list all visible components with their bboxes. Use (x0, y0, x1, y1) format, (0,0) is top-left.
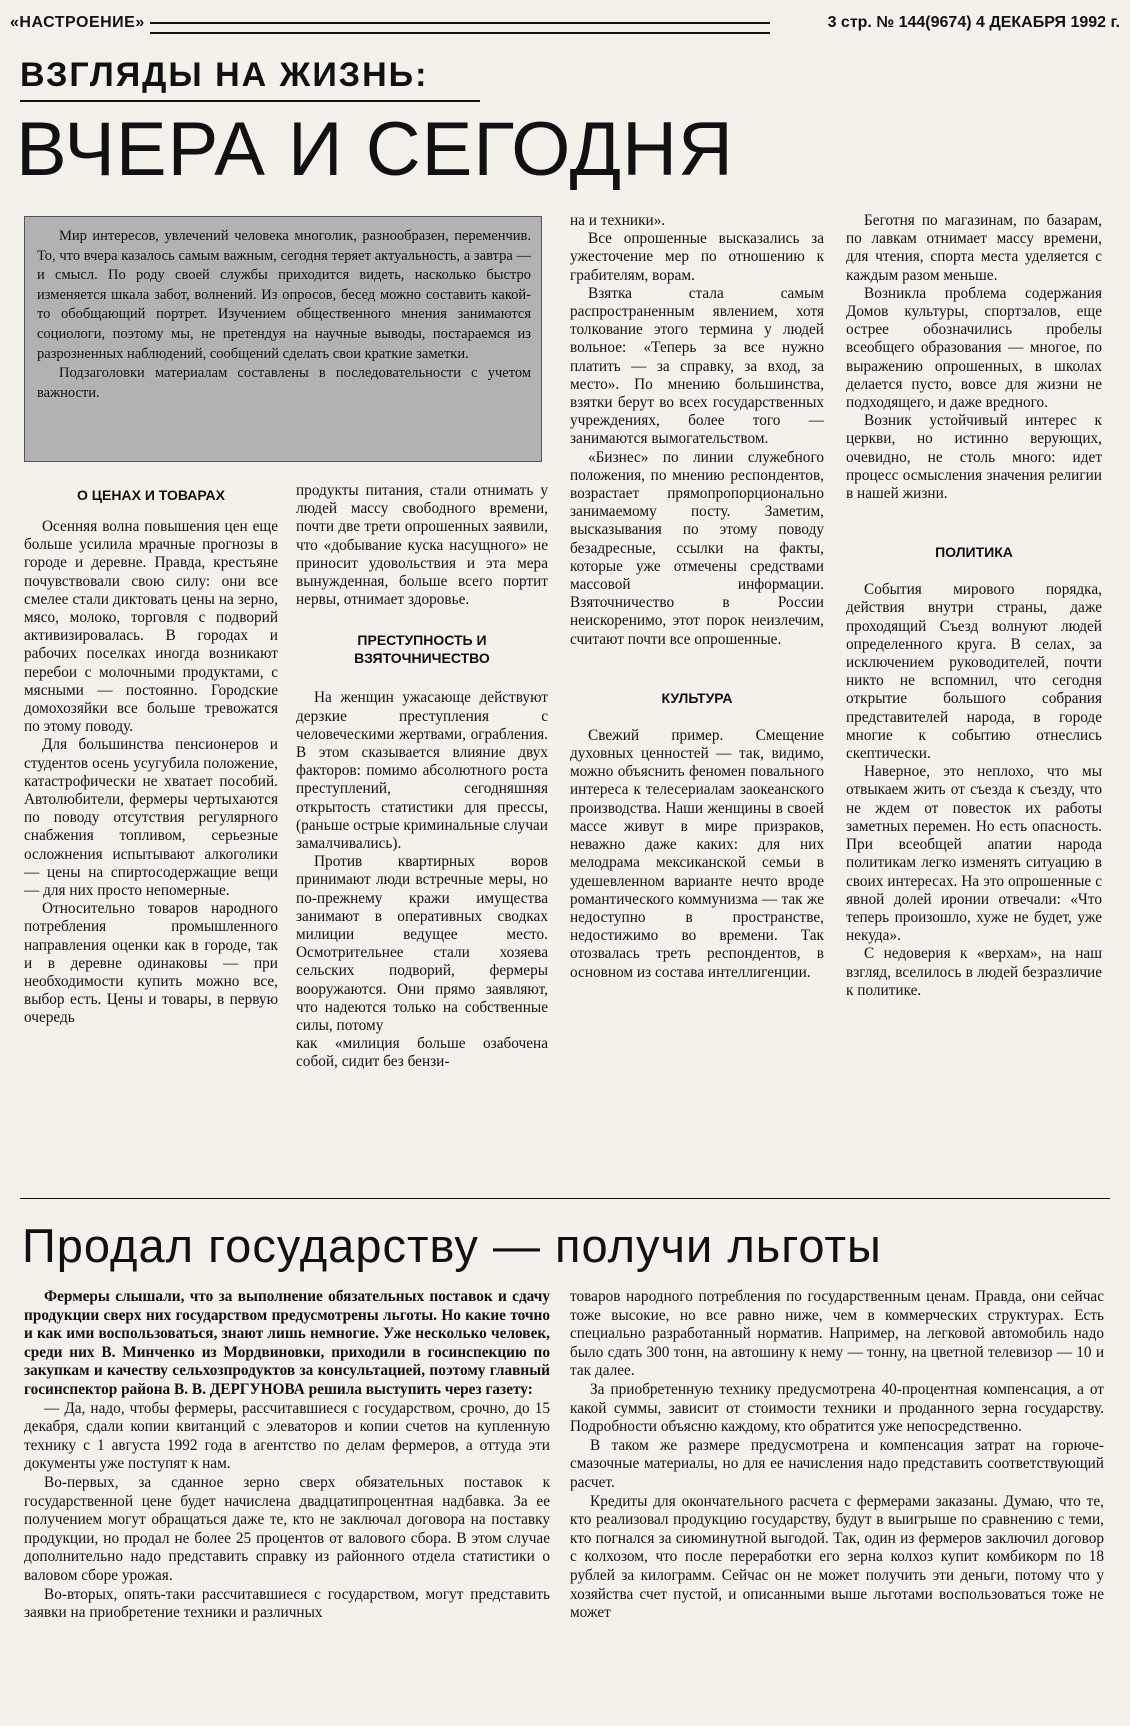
article2-right-column (570, 1288, 1104, 1720)
section-heading-politics: ПОЛИТИКА (935, 544, 1013, 561)
kicker-rule (20, 100, 480, 102)
paragraph: На женщин ужасающе действуют дерзкие преступления с человеческими жертвами, ограбления. В этом сказывается влияние двух факторов: помимо абсолютного роста преступлений, сегодняшняя открытость статистики для прессы, (раньше острые криминальные случаи замалчивались). (296, 689, 548, 853)
paragraph: За приобретенную технику предусмотрена 40-процентная компенсация, а от какой суммы, зависит от стоимости техники и проданного зерна государству. Подробности объясню каждому, кто обратится уже непосредственно. (570, 1380, 1104, 1436)
section-heading-culture: КУЛЬТУРА (661, 689, 733, 706)
paragraph: Наверное, это неплохо, что мы отвыкаем жить от съезда к съезду, что не ждем от повесток их работы заметных перемен. Но есть опасность. При всеобщей апатии народа политикам легко изменять ситуацию в своих интересах. На это опрошенные с явной долей иронии отвечали: «Что теперь произошло, хуже не будет, уже некуда». (846, 763, 1102, 945)
column-3 (570, 212, 824, 1196)
paragraph: Свежий пример. Смещение духовных ценностей — так, видимо, можно объяснить феномен повального интереса к телесериалам заокеанского производства. Наши женщины в своей массе живут в мире призраков, неважно даже каких: для них мелодрама мексиканской семьи в удешевленном варианте нечто вроде романтического коммунизма — так же недоступно в пространстве, недостижимо во времени. Так отозвалась треть респондентов, в основном из состава интеллигенции. (570, 726, 824, 981)
paragraph: Все опрошенные высказались за ужесточение мер по отношению к грабителям, ворам. (570, 230, 824, 284)
paragraph: Осенняя волна повышения цен еще больше усилила мрачные прогнозы в городе и деревне. Правда, крестьяне почувствовали свою силу: они все смелее стали диктовать цены на зерно, мясо, молоко, торговля с подворий активизировалась. В городах и рабочих поселках иногда возникают перебои с молочными продуктами, с мясными — постоянно. Городские домохозяйки все больше тревожатся по этому поводу. (24, 518, 278, 736)
issue-info: 3 стр. № 144(9674) 4 ДЕКАБРЯ 1992 г. (827, 14, 1120, 31)
article2-left-column (24, 1288, 550, 1720)
paragraph: Во-первых, за сданное зерно сверх обязательных поставок к государственной цене будет начислена двадцатипроцентная надбавка. За ее получением могут обращаться даже те, кто не заключал договора на поставку продукции, но продал не более 25 процентов от валового сбора. В этом случае дополнительно надо представить справку из районного отдела статистики о валовом сборе урожая. (24, 1473, 550, 1584)
paragraph: Относительно товаров народного потребления промышленного направления оценки как в городе, так и в деревне одинаковы — при необходимости купить можно все, выбор есть. Цены и товары, в первую очередь (24, 900, 278, 1027)
paragraph: как «милиция больше озабочена собой, сидит без бензи- (296, 1035, 548, 1071)
paragraph: Для большинства пенсионеров и студентов осень усугубила положение, катастрофически не хватает пособий. Автолюбители, фермеры чертыхаются по поводу отсутствия регулярного снабжения топливом, серьезные осложнения испытывают алкоголики — цены на спиртосодержащие вещи — для них просто непомерные. (24, 736, 278, 900)
paragraph: Возник устойчивый интерес к церкви, но истинно верующих, очевидно, не столь много: идет процесс осмысления значения религии в нашей жизни. (846, 412, 1102, 503)
paragraph: продукты питания, стали отнимать у людей массу свободного времени, почти две трети опрошенных заявили, что «добывание куска насущного» не приносит удовольствия и эта мера вынужденная, больше всего портит нервы, отнимает здоровье. (296, 482, 548, 609)
section-heading-crime: ПРЕСТУПНОСТЬ И ВЗЯТОЧНИЧЕСТВО (354, 632, 490, 667)
article-divider (20, 1198, 1110, 1199)
paragraph: — Да, надо, чтобы фермеры, рассчитавшиеся с государством, срочно, до 15 декабря, сдали копии квитанций с элеваторов и копии счетов на купленную технику с 1 августа 1992 года в агентство по делам фермеров, а оттуда эти документы уже поступят к нам. (24, 1399, 550, 1473)
article2-intro: Фермеры слышали, что за выполнение обязательных поставок и сдачу продукции сверх них государством предусмотрены льготы. Но какие точно и как ими воспользоваться, знают лишь немногие. Уже несколько человек, среди них В. Минченко из Мордвиновки, приходили в госинспекцию по закупкам и качеству сельхозпродуктов за консультацией, поэтому главный госинспектор района В. В. ДЕРГУНОВА решила выступить через газету: (24, 1288, 550, 1398)
paragraph: Против квартирных воров принимают люди встречные меры, но по-прежнему кражи имущества занимают в оперативных сводках милиции ведущее место. Осмотрительнее стали хозяева сельских подворий, фермеры вооружаются. Они прямо заявляют, что надеются только на собственные силы, потому (296, 853, 548, 1035)
paragraph: Возникла проблема содержания Домов культуры, спортзалов, еще острее обозначились пробелы всеобщего образования — многое, по выражению опрошенных, в школах делается пусто, вовсе для жизни не подходящего, и даже вредного. (846, 284, 1102, 412)
paragraph: Беготня по магазинам, по базарам, по лавкам отнимает массу времени, для чтения, спорта места уделяется с каждым разом меньше. (846, 212, 1102, 284)
paragraph: Во-вторых, опять-таки рассчитавшиеся с государством, могут представить заявки на приобретение техники и различных (24, 1585, 550, 1622)
paragraph: «Бизнес» по линии служебного положения, по мнению респондентов, возрастает прямопропорционально занимаемому посту. Заметим, высказывания по этому поводу безадресные, ссылки на факты, которые уже отмечены средствами массовой информации. Взяточничество в России неискоренимо, этот порок неизлечим, считают почти все опрошенные. (570, 448, 824, 648)
column-2 (296, 482, 548, 1196)
paragraph: на и техники». (570, 212, 666, 229)
lead-box (24, 216, 542, 462)
paragraph: В таком же размере предусмотрена и компенсация затрат на горюче-смазочные материалы, но для ее начисления надо представить соответствующий расчет. (570, 1436, 1104, 1491)
paragraph: С недоверия к «верхам», на наш взгляд, вселилось в людей безразличие к политике. (846, 945, 1102, 999)
paragraph: товаров народного потребления по государственным ценам. Правда, они сейчас тоже высокие, но все равно ниже, чем в коммерческих структурах. Есть специально разработанный норматив. Например, на легковой автомобиль надо было сдать 300 тонн, на автошину к нему — тонну, на цветной телевизор — 10 и так далее. (570, 1288, 1104, 1380)
lead-paragraph: Мир интересов, увлечений человека многолик, разнообразен, переменчив. То, что вчера казалось самым важным, сегодня теряет актуальность, а завтра — и смысл. По роду своей службы приходится видеть, насколько быстро изменяется шкала забот, волнений. Из опросов, бесед можно составить какой-то обобщающий портрет. Изучением общественного мнения занимаются социологи, поэтому мы, не претендуя на научные выводы, постараемся из разрозненных наблюдений, сообщений сделать свои краткие заметки. (37, 228, 531, 362)
article-title: ВЧЕРА И СЕГОДНЯ (16, 107, 734, 192)
article2-title: Продал государству — получи льготы (22, 1219, 882, 1272)
section-heading-prices: О ЦЕНАХ И ТОВАРАХ (77, 487, 225, 503)
section-label: «НАСТРОЕНИЕ» (10, 14, 145, 31)
column-1 (24, 486, 278, 1196)
lead-paragraph: Подзаголовки материалам составлены в последовательности с учетом важности. (37, 365, 531, 401)
article-kicker: ВЗГЛЯДЫ НА ЖИЗНЬ: (20, 56, 429, 94)
column-4 (846, 212, 1102, 1196)
paragraph: Взятка стала самым распространенным явлением, хотя толкование этого термина у людей вольное: «Теперь за все нужно платить — за справку, за вход, за место». По мнению большинства, взятки берут во всех государственных учреждениях, более того — занимаются вымогательством. (570, 284, 824, 448)
header-rule (150, 22, 770, 34)
paragraph: Кредиты для окончательного расчета с фермерами заказаны. Думаю, что те, кто реализовал продукцию государству, будут в выигрыше по сравнению с теми, кто погнался за сиюминутной выгодой. Так, один из фермеров заключил договор с колхозом, что после переработки его зерна колхоз купит комбикорм по 18 рублей за килограмм. Сейчас он не может получить эти деньги, потому что у хозяйства счет пустой, и описанными выше льготами воспользоваться тоже не может (570, 1492, 1104, 1622)
paragraph: События мирового порядка, действия внутри страны, даже проходящий Съезд волнуют людей определенного круга. В селах, за исключением руководителей, почти никто не вспомнил, что сегодня открытие большого собрания представителей народа, в городе многие к событию отнеслись скептически. (846, 581, 1102, 763)
